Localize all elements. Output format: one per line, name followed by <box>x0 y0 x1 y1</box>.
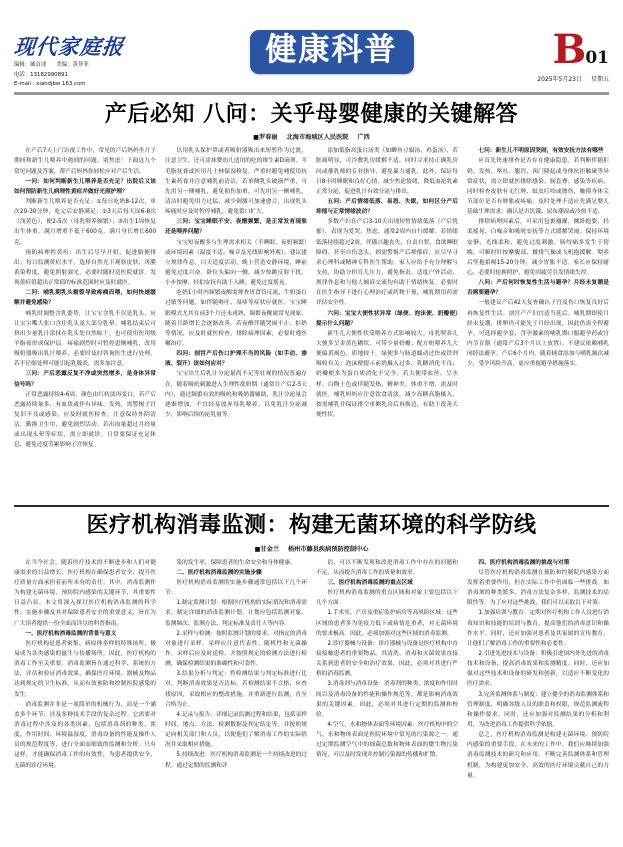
section-subheading: 一问：如何判断新生儿喂养是否充足？出院后又该如何预防新生儿病理性黄疸并做好光照护理？ <box>14 178 156 195</box>
article-2-column-2 <box>165 558 307 771</box>
body-paragraph: 总之，医疗机构消毒监测是构建无菌环境、预防院内感染的重要手段。在未来的工作中，我们应继续加强消毒监测技术的研究和应用，不断完善监测体系和管理机制，为构建更加安全、高效的医疗环境贡献自己的力量。 <box>467 732 609 779</box>
body-paragraph: 4.空气、水和物体表面等环境因素：医疗机构中的空气、水和物体表面是医院环境中常见的污染源之一。通过定期监测空气中的细菌总数和物体表面的微生物污染情况，可以及时发现并控制污染源的传播和扩散。 <box>316 722 458 759</box>
body-paragraph: 排除病理因素后，可采用包裹襁褓、侧卧抱姿、轻柔摇晃、白噪音和吸吮安抚等方式缓解哭闹。保持环境安静、光线柔和，避免过度刺激。肠绞痛多发生于傍晚，可顺时针按摩腹部、做排气操或飞机抱缓解。喂养后竖抱拍嗝15-20分钟，减少胃胀不适。家长应保持耐心，必要时轮换照护，避免因疲劳引发情绪失控。 <box>467 219 609 277</box>
section-subheading: 二问：哺乳期乳头皲裂导致疼痛而喂，如何快速缓解并避免感染？ <box>14 290 156 307</box>
page-letter: B <box>552 26 586 73</box>
body-paragraph: 新生儿大便性状受喂养方式影响较大。母乳喂养儿大便多呈金黄色糊状，可带少量奶瓣；配方奶喂养儿大便偏黄褐色、质地较干。绿便多与肠道蠕动过快或铁剂吸收有关；泡沫便提示前奶摄入过多、乳糖消化不良；奶瓣便多为蛋白质消化不完全。若大便带血丝、呈水样、白陶土色或伴随发热、精神差、体重不增，需及时就医。哺乳妈妈应注意饮食清淡，减少高糖高脂摄入，按需哺乳并保证排空单侧乳房后再换边，有助于改善大便性状。 <box>316 330 458 418</box>
body-paragraph: 在当今社会，随着医疗技术的不断进步和人们对健康需求的日益增长，医疗机构在确保患者安全、提升医疗质量方面承担着前所未有的责任。其中，消毒监测作为构建无菌环境、预防院内感染的关键环节，其重要性日益凸显。本文将深入探讨医疗机构消毒监测的科学性、实施步骤及其对保障患者安全的重要意义，旨在为广大读者提供一份全面而详尽的科普指南。 <box>14 559 156 627</box>
body-paragraph: 哺乳时调整含乳姿势，让宝宝含乳不仅是乳头，应让宝宝嘴大张口含住乳头及大部分乳晕。哺乳结束后可挤出少量乳汁涂抹在乳头处自然晾干，也可使用医用级羊脂膏形成保护层。疼痛剧烈时可暂停患侧哺乳，改用吸奶器吸出乳汁喂养，必要时及时咨询医生进行处理。若不仔细处理可能引起乳腺炎，需多加注意。 <box>14 310 156 368</box>
weekday: 星期五 <box>590 76 609 83</box>
body-paragraph: 多数产妇在产后3-10天出现短暂情绪低落（产后忧郁），表现为爱哭、焦虑，通常2周内自行缓解。若情绪低落持续超过2周，伴随兴趣丧失、自责自罪、食欲睡眠障碍、甚至自伤念头，则需警惕产后抑郁症，应尽早寻求心理科或精神专科医生帮助。家人应给予充分理解与支持，协助分担育儿压力，避免指责。适度户外活动、规律作息和与他人倾诉交流均有助于情绪恢复。必要时在医生指导下进行心理治疗或药物干预，哺乳期用药需评估安全性。 <box>316 219 458 307</box>
body-paragraph: 宝宝短夜醒多与生理需求相关（半睡眠、夜奶频繁）或环境因素（温度不适、噪音及光线影响外观）。建议建立规律作息，白天适度活动，晚上营造安静环境，睡前避免过度兴奋。卧位头偏向一侧，减少惊跳反射干扰。小步按摩、轻拍安抚有助于入睡，避免过度摇晃。 <box>165 239 307 287</box>
article-1-org: 北海市海城区人民医院 <box>286 134 349 142</box>
article-2-column-4 <box>467 558 609 781</box>
section-subheading: 七问：新生儿不明原因哭闹，有效安抚方法有哪些 <box>478 148 604 155</box>
body-paragraph: 吃奶1小时内频繁夜醒需排查胃食管反流、牛奶蛋白过敏等问题，如伴随呕吐、湿疹等症状应就医。宝宝睡眠模式尤其在前3个月还未成熟，频繁夜醒属常见现象，随着月龄增长会逐渐改善。若夜醒伴随哭闹不止、拒奶等情况，应及时就医检查，排除病理因素，必要时遵医嘱治疗。 <box>165 290 307 347</box>
body-paragraph: 添加低脂高蛋白汤类（如鲫鱼豆腐汤、鸡蛋汤），若胀痛明显，可冷敷乳房缓解不适。同时寻求持正确乳房问或催乳师的专业指导，避免暴力通乳。此外，保证每日8小时睡眠和良好心情，减少焦虑情绪，降低血泌乳素正常分泌，促进乳汁有效分泌与排出。 <box>316 148 458 195</box>
article-1-column-4 <box>467 146 609 369</box>
body-paragraph: 宝宝出生后乳汁分泌量尚不足等壮观的情况普遍存在，随着吸吮刺激进入生理性涨奶期（通常在产后2-5天内），通过频繁有效的吸吮和吸奶器辅助，乳汁分泌量会逐渐增加，不宜轻易放弃母乳喂养，以免乳汁分泌减少，影响后续的泌乳量等。 <box>165 371 307 418</box>
page-number-block <box>479 26 609 73</box>
article-1-author: ■罗春丽 <box>253 134 278 142</box>
editor-line <box>14 61 184 70</box>
masthead-credits <box>14 61 184 89</box>
article-1-byline <box>14 132 609 141</box>
section-banner <box>250 30 414 74</box>
body-paragraph: 预防病理性黄疸：出生后尽早开奶，促进胎便排出；每日监测黄疸水平，选择自然光下观察皮肤、巩膜黄染程度，避免照射强光，必要时随时送医院就诊。发现黄疸值超出正常值的标准范围时应及时就医。 <box>14 249 156 287</box>
body-paragraph: 消毒监测并非是一项简单的机械行为，而是一个涵盖多个环节、涉及多种技术手段的复杂过程。它需要对消毒过程中涉及的各类因素，包括消毒剂的种类、浓度、作用时间、环境温湿度、消毒设备的性能及操作人员的规范程度等，进行全面而细致的监测和分析。只有这样，才能确保消毒工作的有效性，为患者提供安全、无菌的诊疗环境。 <box>14 701 156 769</box>
body-paragraph: 医疗机构消毒监测的重点区域和对象主要包括以下几个方面： <box>316 590 458 607</box>
body-paragraph: 2.引进先进技术与设备：积极引进国内外先进的消毒技术和设备，提高消毒效果和监测精度。同时，还应加强对这些技术和设备的研发和创新，以适应不断变化的医疗需求。 <box>467 651 609 688</box>
article-2-byline <box>14 544 609 553</box>
body-paragraph: 正常恶露持续4-6周，颜色由红转淡再变白。若产后恶露持续量多、有血块或伴有异味、发热，需警惕子宫复旧不良或感染，应及时就医检查。注意保持外阴清洁，勤换卫生巾，避免剧烈活动。若出血量超过月经量或出现头晕等症状，需立即就诊。日常要保证充足休息，避免过度劳累影响子宫恢复。 <box>14 391 156 449</box>
masthead-center <box>184 0 479 74</box>
article-1-region: 广西 <box>357 134 370 142</box>
body-paragraph: 在产后7天上门访视工作中，常见的产后妈妈坐月子期间和新生儿喂养中遇到的问题，别焦虑！下面这九个常见问题及答案，帮产后妈妈你轻松应对产后生活。 <box>14 148 156 175</box>
masthead-divider <box>14 92 609 95</box>
email-line: E-mail : xiandjbw 163.com <box>14 80 86 87</box>
body-paragraph: 估，可以不断发现和改进消毒工作中存在的问题和不足，从而提升消毒工作的质量和效率。 <box>316 559 458 576</box>
body-paragraph: 5.持续改进：医疗机构消毒监测是一个持续改进的过程。通过定期的监测和评 <box>165 752 307 769</box>
section-subheading: 八问：产后何时恢复性生活与避孕？月经未复潮是否需要避孕？ <box>467 280 609 297</box>
article-1-column-1 <box>14 146 156 450</box>
body-paragraph: 医疗机构消毒监测的实施步骤通常包括以下几个环节： <box>165 580 307 597</box>
body-paragraph: 3.消毒剂与消毒设备：消毒剂的种类、浓度和作用时间以及消毒设备的性能和操作规范等，都是影响消毒效果的关键因素。因此，必须对其进行定期的监测和校验。 <box>316 681 458 718</box>
newspaper-logo: 现代家庭报 <box>12 34 126 59</box>
section-subheading: 一、医疗机构消毒监测的背景与意义 <box>25 630 117 637</box>
body-paragraph: 2.诊疗器械与设备：诊疗器械与设备是医疗机构中直接接触患者的重要物品。其清洗、消毒和灭菌效果直接关系到患者的安全和治疗效果。因此，必须对其进行严格的消毒监测。 <box>316 640 458 678</box>
body-paragraph: 应首先快速排查是否存在健康隐患。若判断伴随拒奶、发热、呕吐、腹泻、囟门隆起或身体抗拒触碰等异常症状，需立即就医排除感染、肠套叠、感染等疾病，同时检查皮肤有无红肿、蚊虫叮咬或擦伤，触摸身体关节部位是否有肿胀或疼痛。及时处理不适应先满足婴儿基础生理需求，确认是否饥饿、尿布潮湿或冷热不适。 <box>467 158 609 216</box>
body-paragraph: 1.制定监测计划：根据医疗机构的实际情况和消毒需求，制定详细的消毒监测计划。计划应包括监测对象、监测频次、监测方法、判定标准及责任人等内容。 <box>165 600 307 627</box>
article-2-author: ■甘金兰 <box>254 545 279 553</box>
masthead <box>14 0 609 92</box>
article-postpartum <box>14 102 609 499</box>
article-1-column-2 <box>165 146 307 420</box>
body-paragraph: 医疗机构是患者密集、病原体多样的特殊场所，极易成为各类感染的滋生与传播场所。因此，医疗机构的消毒工作至关重要。消毒监测旨在通过科学、系统的方法，评估和验证消毒效果，确保医疗环境、器械及物品达到规定的卫生标准，从而有效预防和控制医院感染的发生。 <box>14 640 156 698</box>
section-subheading: 三问：产后恶露反复不净或突然增多，是身体异常信号吗？ <box>14 371 156 388</box>
phone-line: 电话：13182990891 <box>14 71 68 78</box>
body-paragraph: 3.完善监测体系与制度：建立健全的消毒监测体系和管理制度，明确各级人员的职责和权限，规范监测流程和操作要求。同时，还应加强对监测结果的分析和利用，为改进消毒工作提供科学依据。 <box>467 691 609 728</box>
section-subheading: 六问：宝宝大便性状异常（绿便、泡沫便、奶瓣便）提示什么问题？ <box>316 310 458 327</box>
article-disinfection <box>14 513 609 826</box>
section-subheading: 三问：宝宝睡眠不安、夜醒频繁，是正常发育现象还是喂养问题？ <box>165 219 307 236</box>
section-subheading: 三、医疗机构消毒监测的重点区域 <box>327 580 413 587</box>
masthead-left <box>14 0 184 89</box>
body-paragraph: 1.手术室、产房及重症监护病房等高风险区域：这些区域的患者多为免疫力低下或病情危重者，对无菌环境的要求极高。因此，必须加强对这些区域的消毒监测。 <box>316 610 458 637</box>
section-subheading: 四问：剖宫产后伤口护理不当的风险（如手动、渗液、裂开）该如何应对？ <box>165 351 307 368</box>
publish-date-block <box>479 74 609 83</box>
body-paragraph: 以用乳头保护罩或者吸奶器吸出来短暂作为过渡，注意卫生。还可涂抹婴幼儿适用的吃的维生素D滴剂、羊毛脂抚膏或医用凡士林保湿修复，严重时避免哺使用抗生素药膏并注意哺乳前清洁。若单侧乳头破损严重，可先用另一侧哺乳，避免损伤加重，可先用另一侧哺乳，清洁时避免用力过猛，减少刺激可加速愈合，出现乳头疼痛时应及时暂停哺乳，避免裂口扩大。 <box>165 148 307 216</box>
article-2-columns <box>14 558 609 826</box>
article-1-column-3 <box>316 146 458 420</box>
section-subheading: 五问：产后情绪低落、易怒、失眠，如何区分产后抑郁与正常情绪波动？ <box>316 199 458 216</box>
section-banner-title: 健康科普 <box>265 32 398 68</box>
article-1-columns <box>14 146 609 498</box>
body-paragraph: 4.记录与报告：详细记录监测过程和结果，包括采样时间、地点、方法、检测数据及判定结论等。并按照规定向相关部门和人员，以便他们了解消毒工作的实际情况并采取相应措施。 <box>165 711 307 749</box>
article-2-column-3 <box>316 558 458 761</box>
body-paragraph: 3.结果分析与判定：将检测结果与判定标准进行比对，判断消毒效果是否达标。若检测结果不合格，应查找原因，采取相应的整改措施，并重新进行监测，直至合格为止。 <box>165 671 307 708</box>
publish-date: 2025年5月23日 <box>537 76 582 83</box>
body-paragraph: 1.加强培训与教育：定期对医疗机构工作人员进行消毒知识和技能的培训与教育，提高他们的消毒意识和操作水平。同时，还应加强对患者及其家属的宣传教育，让他们了解消毒工作的重要性和必要性。 <box>467 610 609 647</box>
article-2-column-1 <box>14 558 156 771</box>
body-paragraph: 一般建议产后42天复查确认子宫及伤口恢复良好后再恢复性生活。剖宫产产妇宜适当延后。哺乳期即使月经未复潮，排卵仍可能先于月经出现，因此仍需全程避孕。可选择避孕套、含孕激素的哺乳期口服避孕药或宫内节育器（通常产后3个月以上放置）。不建议依赖哺乳闭经法避孕。产后6个月内，随着辅食添加与哺乳频次减少，受孕风险升高，更应重视避孕措施落实。 <box>467 300 609 368</box>
section-subheading: 四、医疗机构消毒监测的挑战与对策 <box>478 559 570 566</box>
body-paragraph: 2.采样与检测：按照监测计划的要求，对指定的消毒对象进行采样。采样应注意代表性、随机性和无菌操作。采样后应及时送检，并按照规定的检测方法进行检测，确保检测结果的准确性和可靠性。 <box>165 630 307 668</box>
editor-label: 编辑：臧首成 <box>14 62 47 69</box>
article-divider <box>14 505 609 507</box>
article-2-title: 医疗机构消毒监测：构建无菌环境的科学防线 <box>86 512 537 538</box>
body-paragraph: 染的发生率，保障患者的生命安全和身体健康。 <box>176 559 296 566</box>
article-1-title: 产后必知 八问：关乎母婴健康的关键解答 <box>104 101 519 127</box>
body-paragraph: 判断新生儿喂养是否充足：①每日吃奶8-12次，单次20-30分钟，吃完后安静满足；②3天后每天尿6-8次（浅黄色），便2-5次（母乳喂养频繁）；③出生1周恢复出生体重，满月增重不低于600克，满月身长增长600克。 <box>14 199 156 246</box>
body-paragraph: 尽管医疗机构消毒监测在预防和控制院内感染方面发挥着重要作用，但在实际工作中仍面临一些挑战。如消毒剂的种类繁多、消毒方法复杂多样、监测技术的局限性等。为了应对这些挑战，我们可以采取以下对策： <box>467 569 609 607</box>
article-2-org: 梧州市藤县疾病预防控制中心 <box>287 545 369 553</box>
art-editor-label: 美编：黄菲菲 <box>56 62 89 69</box>
page-number: 01 <box>585 48 609 68</box>
masthead-right <box>479 0 609 83</box>
section-subheading: 二、医疗机构消毒监测的实施步骤 <box>176 569 262 576</box>
